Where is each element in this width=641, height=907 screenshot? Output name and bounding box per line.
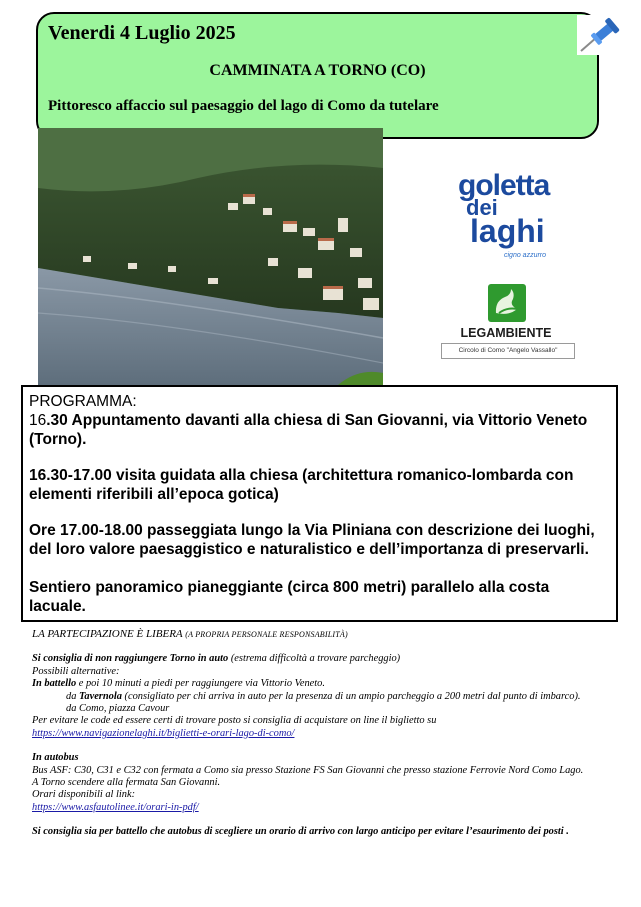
goletta-dei-laghi-logo xyxy=(452,170,562,262)
tavernola-bold: Tavernola xyxy=(79,690,122,702)
car-advice-rest: (estrema difficoltà a trovare parcheggio) xyxy=(228,653,401,665)
program-item-meeting xyxy=(29,411,608,449)
como-option: da Como, piazza Cavour xyxy=(66,703,170,715)
boat-option xyxy=(32,678,622,690)
bus-heading: In autobus xyxy=(32,752,79,764)
bus-stop: A Torno scendere alla fermata San Giovanni. xyxy=(32,777,221,789)
participation-note: (A PROPRIA PERSONALE RESPONSABILITÀ) xyxy=(185,630,348,639)
goletta-logo-line1: goletta xyxy=(458,169,550,202)
bus-link-label: Orari disponibili al link: xyxy=(32,789,136,801)
circolo-label: Circolo di Como "Angelo Vassallo" xyxy=(441,343,575,359)
practical-info xyxy=(32,628,622,839)
event-title: CAMMINATA A TORNO (CO) xyxy=(209,62,426,79)
car-advice-bold: Si consiglia di non raggiungere Torno in auto xyxy=(32,653,229,665)
program-box xyxy=(21,385,618,622)
program-item-walk: Ore 17.00-18.00 passeggiata lungo la Via Pliniana con descrizione dei luoghi, del loro valore paesaggistico e naturalistico e dell’importanza di preservarli. xyxy=(29,522,595,558)
participation-line xyxy=(32,628,622,641)
goletta-logo-line2: dei xyxy=(466,195,498,220)
car-advice xyxy=(32,653,622,665)
program-item-guided-visit: 16.30-17.00 visita guidata alla chiesa (architettura romanico-lombarda con elementi riferibili all’epoca gotica) xyxy=(29,467,574,503)
meeting-time-hour: 16 xyxy=(29,412,47,429)
legambiente-swan-icon xyxy=(487,283,527,323)
ticket-advice: Per evitare le code ed essere certi di trovare posto si consiglia di acquistare on line il biglietto su xyxy=(32,715,437,727)
legambiente-name: LEGAMBIENTE xyxy=(460,326,552,340)
tavernola-option xyxy=(32,691,622,703)
pushpin-icon xyxy=(577,15,623,55)
event-header xyxy=(36,12,599,139)
boat-rest: e poi 10 minuti a piedi per raggiungere via Vittorio Veneto. xyxy=(76,678,325,690)
alternatives-label: Possibili alternative: xyxy=(32,665,120,677)
event-date: Venerdi 4 Luglio 2025 xyxy=(48,22,236,44)
asf-link[interactable]: https://www.asfautolinee.it/orari-in-pdf/ xyxy=(32,801,199,813)
boat-bold: In battello xyxy=(32,678,77,690)
meeting-time-minutes: .30 xyxy=(46,412,68,429)
program-item-trail: Sentiero panoramico pianeggiante (circa 800 metri) parallelo alla costa lacuale. xyxy=(29,579,550,615)
event-subtitle: Pittoresco affaccio sul paesaggio del lago di Como da tutelare xyxy=(48,98,439,114)
program-heading: PROGRAMMA: xyxy=(29,393,137,410)
bus-lines: Bus ASF: C30, C31 e C32 con fermata a Como sia presso Stazione FS San Giovanni che presso stazione Ferrovie Nord Como Lago. xyxy=(32,764,584,776)
final-advice: Si consiglia sia per battello che autobus di scegliere un orario di arrivo con largo anticipo per evitare l’esaurimento dei posti . xyxy=(32,826,569,838)
participation-free: LA PARTECIPAZIONE È LIBERA xyxy=(32,628,183,640)
lake-como-photo xyxy=(38,128,383,385)
meeting-text: Appuntamento davanti alla chiesa di San Giovanni, via Vittorio Veneto (Torno). xyxy=(29,412,588,448)
goletta-logo-line3: laghi xyxy=(470,213,545,249)
tavernola-rest: (consigliato per chi arriva in auto per la presenza di un ampio parcheggio a 200 metri dal punto di imbarco). xyxy=(121,690,581,702)
goletta-logo-tagline: cigno azzurro xyxy=(504,252,547,259)
tavernola-prefix: da xyxy=(66,690,79,702)
navigazione-link[interactable]: https://www.navigazionelaghi.it/biglietti-e-orari-lago-di-como/ xyxy=(32,727,295,739)
